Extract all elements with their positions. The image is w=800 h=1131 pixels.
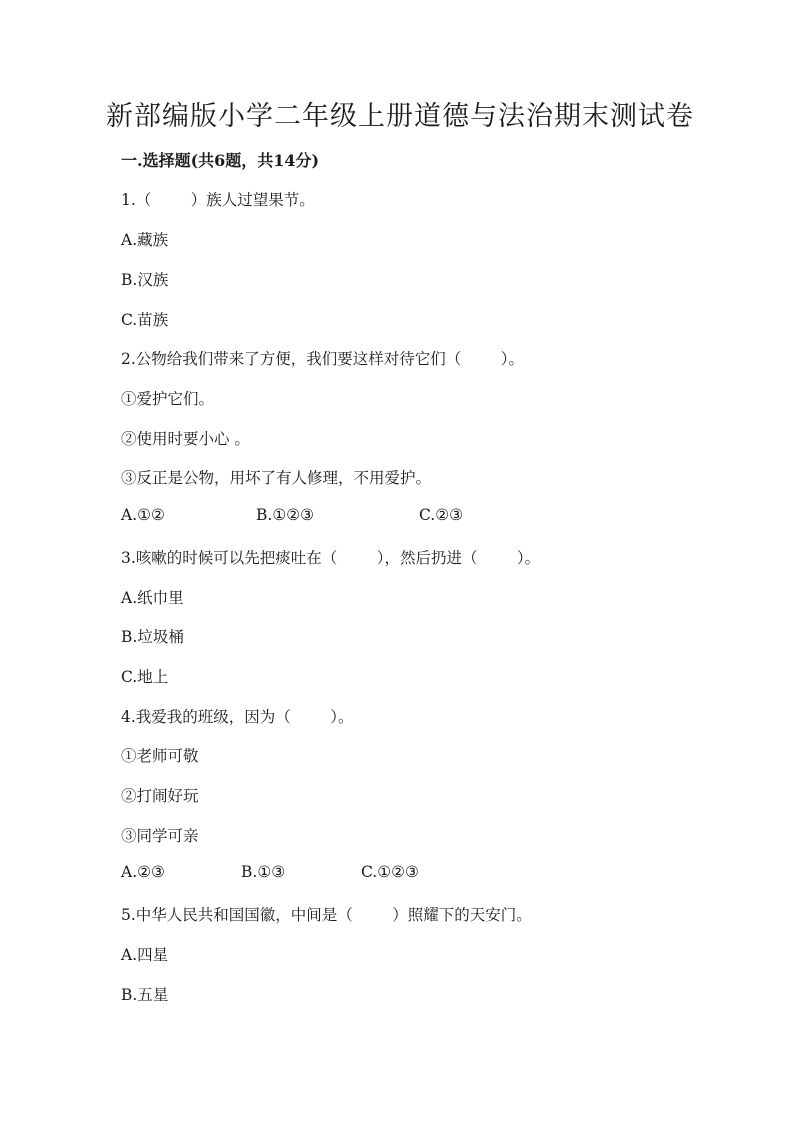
question-4-option-a: A.②③ <box>121 863 165 881</box>
question-1-option-b: B.汉族 <box>121 271 169 289</box>
question-1-stem: 1.（ ）族人过望果节。 <box>121 191 315 209</box>
question-3-stem: 3.咳嗽的时候可以先把痰吐在（ ），然后扔进（ ）。 <box>121 549 541 567</box>
question-4-statement-3: ③同学可亲 <box>121 827 199 845</box>
question-4-stem: 4.我爱我的班级，因为（ ）。 <box>121 708 354 726</box>
question-3-option-c: C.地上 <box>121 668 169 686</box>
question-2-statement-1: ①爱护它们。 <box>121 390 215 408</box>
question-5-option-b: B.五星 <box>121 986 169 1004</box>
question-2-stem: 2.公物给我们带来了方便，我们要这样对待它们（ ）。 <box>121 350 524 368</box>
question-2-statement-2: ②使用时要小心 。 <box>121 430 250 448</box>
question-4-option-b: B.①③ <box>241 863 286 881</box>
question-5-option-a: A.四星 <box>121 946 169 964</box>
question-4-statement-1: ①老师可敬 <box>121 747 199 765</box>
question-1-option-c: C.苗族 <box>121 311 169 329</box>
question-2-option-c: C.②③ <box>419 506 464 524</box>
question-3-option-a: A.纸巾里 <box>121 589 184 607</box>
question-2-option-a: A.①② <box>121 506 165 524</box>
page-title: 新部编版小学二年级上册道德与法治期末测试卷 <box>106 101 694 132</box>
question-4-option-c: C.①②③ <box>361 863 419 881</box>
section-heading: 一.选择题(共6题，共14分) <box>121 151 320 170</box>
question-2-option-b: B.①②③ <box>256 506 315 524</box>
question-2-statement-3: ③反正是公物，用坏了有人修理，不用爱护。 <box>121 469 432 487</box>
question-3-option-b: B.垃圾桶 <box>121 628 184 646</box>
question-5-stem: 5.中华人民共和国国徽，中间是（ ）照耀下的天安门。 <box>121 906 532 924</box>
question-4-statement-2: ②打闹好玩 <box>121 787 199 805</box>
question-1-option-a: A.藏族 <box>121 231 169 249</box>
